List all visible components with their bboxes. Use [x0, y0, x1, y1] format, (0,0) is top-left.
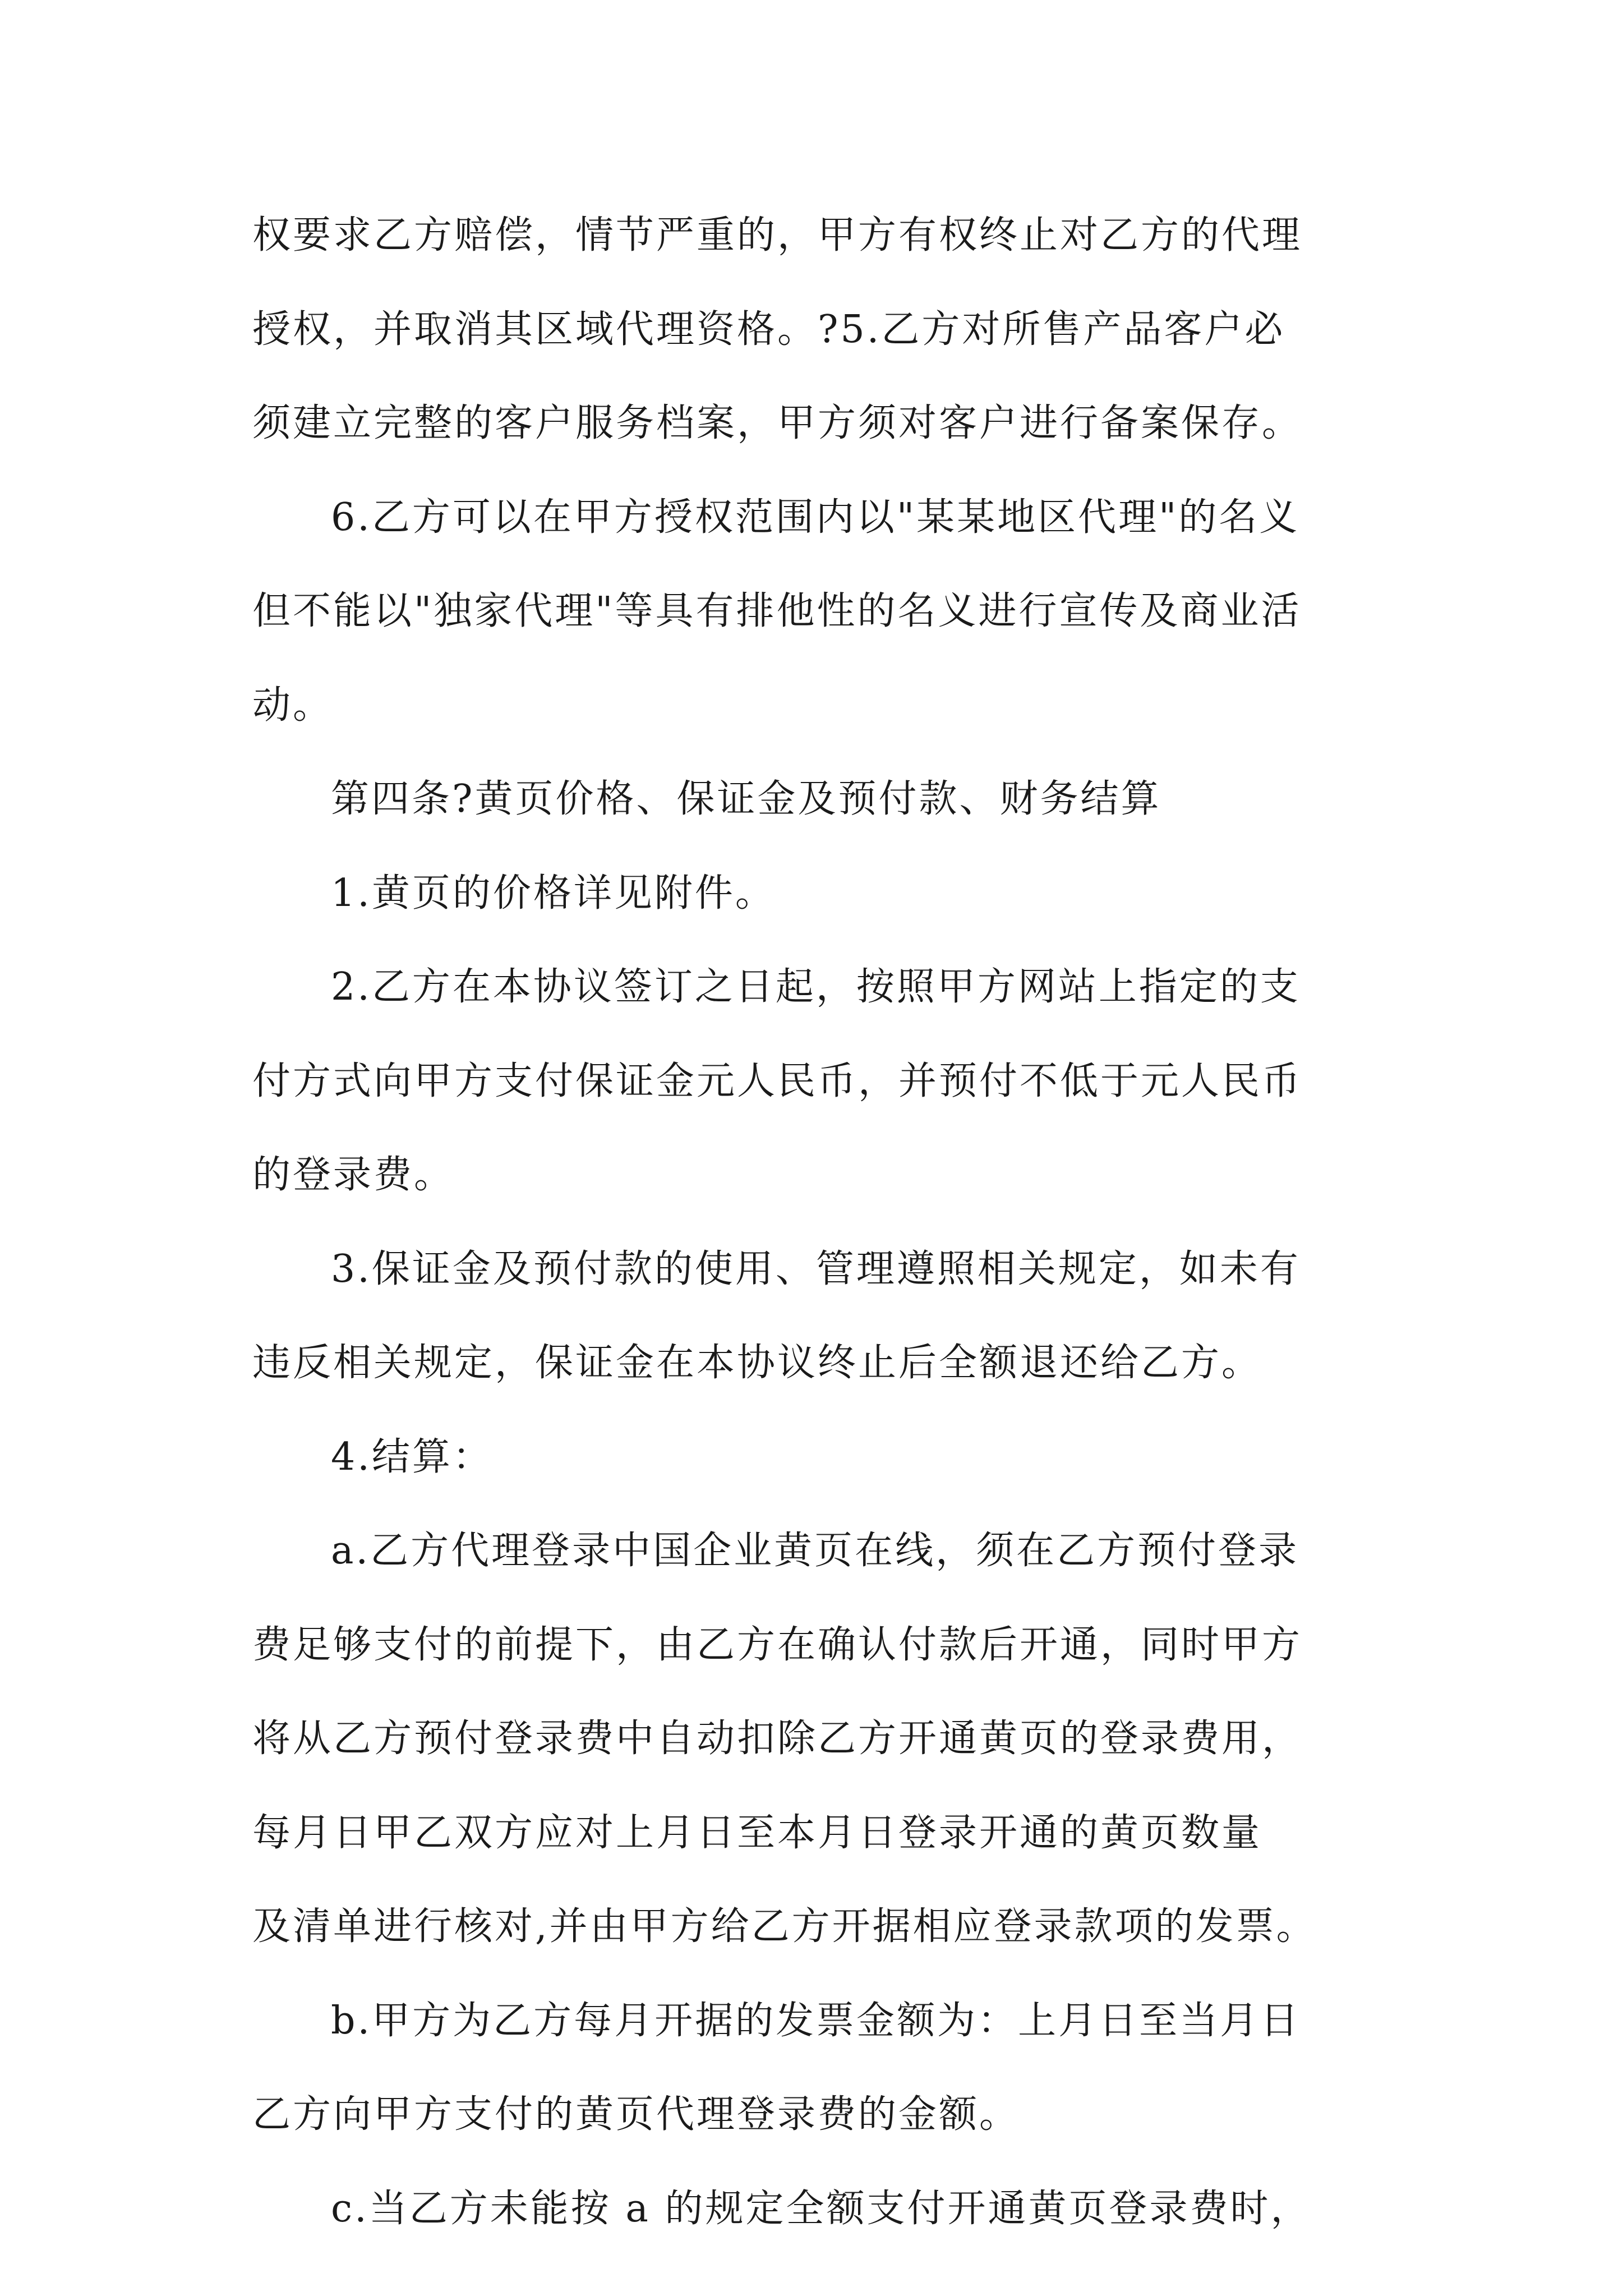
text-line: 2.乙方在本协议签订之日起，按照甲方网站上指定的支 [331, 965, 1301, 1009]
text-line: 须建立完整的客户服务档案，甲方须对客户进行备案保存。 [252, 401, 1303, 445]
text-line: 乙方向甲方支付的黄页代理登录费的金额。 [252, 2092, 1020, 2137]
text-line: 的登录费。 [252, 1153, 455, 1197]
text-line: b.甲方为乙方每月开据的发票金额为：上月日至当月日 [331, 1998, 1301, 2043]
text-line: 权要求乙方赔偿，情节严重的，甲方有权终止对乙方的代理 [252, 213, 1303, 257]
text-line: 授权，并取消其区域代理资格。?5.乙方对所售产品客户必 [252, 307, 1285, 352]
text-line: 每月日甲乙双方应对上月日至本月日登录开通的黄页数量 [252, 1810, 1262, 1855]
text-line: 及清单进行核对,并由甲方给乙方开据相应登录款项的发票。 [252, 1904, 1317, 1949]
text-line: c.当乙方未能按 a 的规定全额支付开通黄页登录费时， [331, 2186, 1311, 2231]
text-line: 将从乙方预付登录费中自动扣除乙方开通黄页的登录费用， [252, 1717, 1303, 1761]
text-line: 违反相关规定，保证金在本协议终止后全额退还给乙方。 [252, 1341, 1262, 1385]
text-line: 3.保证金及预付款的使用、管理遵照相关规定，如未有 [331, 1246, 1301, 1291]
text-line: 4.结算： [331, 1434, 493, 1479]
text-line: 但不能以"独家代理"等具有排他性的名义进行宣传及商业活 [252, 589, 1302, 633]
text-line: 动。 [252, 683, 334, 728]
section-heading: 第四条?黄页价格、保证金及预付款、财务结算 [331, 777, 1161, 821]
text-line: 6.乙方可以在甲方授权范围内以"某某地区代理"的名义 [331, 495, 1300, 540]
text-line: 费足够支付的前提下，由乙方在确认付款后开通，同时甲方 [252, 1622, 1303, 1667]
text-line: 1.黄页的价格详见附件。 [331, 871, 776, 915]
text-line: a.乙方代理登录中国企业黄页在线，须在乙方预付登录 [331, 1529, 1299, 1573]
text-line: 付方式向甲方支付保证金元人民币，并预付不低于元人民币 [252, 1059, 1303, 1103]
